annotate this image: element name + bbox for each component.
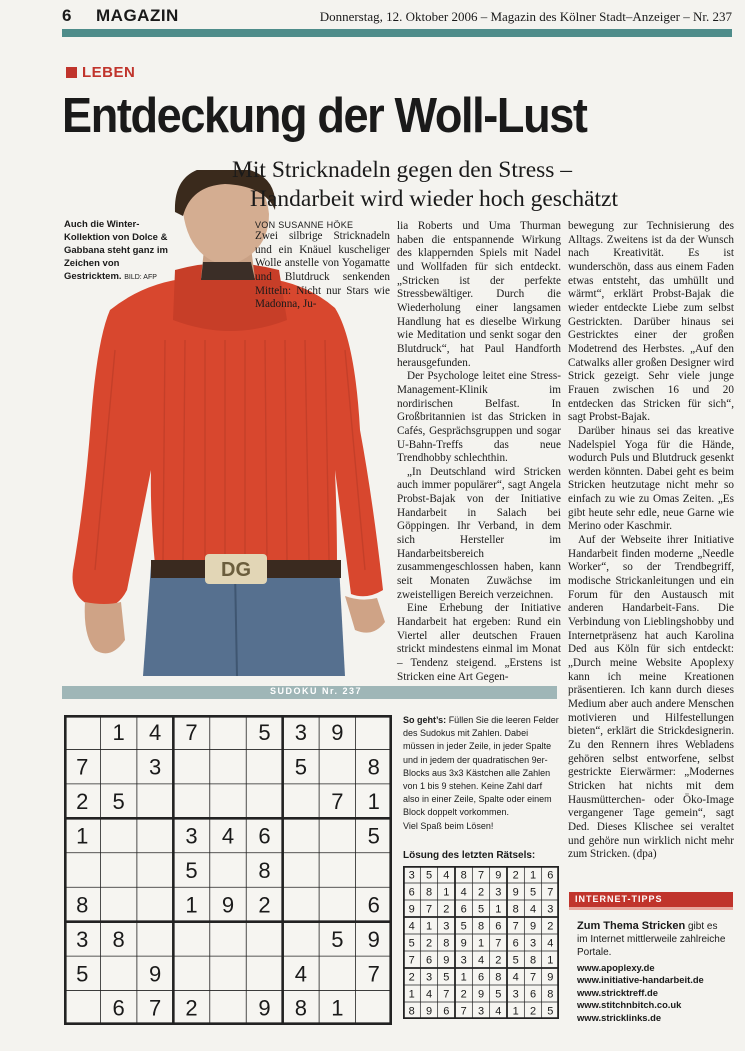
page-number: 6 — [62, 6, 72, 25]
solution-cell-value: 3 — [529, 937, 537, 950]
sudoku-cell-value: 9 — [221, 892, 235, 918]
tip-link[interactable]: www.stricklinks.de — [577, 1011, 662, 1023]
sudoku-title: SUDOKU Nr. 237 — [270, 686, 363, 696]
sudoku-cell-value: 9 — [258, 995, 271, 1021]
sudoku-cell-value: 1 — [76, 823, 89, 849]
solution-cell-value: 4 — [547, 937, 554, 950]
solution-cell-value: 7 — [425, 903, 433, 916]
sudoku-cell-value: 7 — [331, 789, 344, 815]
solution-cell-value: 8 — [547, 988, 554, 1001]
solution-cell-value: 6 — [408, 886, 415, 899]
article-paragraph: Eine Erhebung der Initiative Handarbeit hat ergeben: Rund ein Viertel aller deutschen Frauen strickt mindestens einmal im Monat – Tendenz steigend. „Erstens ist Stricken eine Art Gegen- — [397, 602, 561, 683]
section-name: MAGAZIN — [96, 6, 179, 25]
tip-link[interactable]: www.stitchnbitch.co.uk — [577, 999, 682, 1011]
sudoku-cell-value: 6 — [258, 823, 271, 849]
solution-cell-value: 1 — [443, 886, 450, 899]
sudoku-cell-value: 6 — [112, 995, 125, 1021]
sudoku-cell-value: 3 — [148, 754, 162, 780]
sudoku-cell-value: 5 — [258, 720, 271, 746]
solution-cell-value: 8 — [443, 937, 450, 950]
sudoku-cell-value: 4 — [221, 823, 235, 849]
tips-intro-bold: Zum Thema Stricken — [577, 920, 686, 932]
article-paragraph: Der Psychologe leitet eine Stress-Management-Klinik im nordirischen Belfast. In Großbritannien ist das Stricken in Cafés, Gesprächsgruppen und sogar U-Bahn-Treffs das neue Trendhobby schlechthin. — [397, 370, 561, 465]
solution-cell-value: 7 — [443, 988, 450, 1001]
solution-cell-value: 3 — [425, 971, 433, 984]
date-line: Donnerstag, 12. Oktober 2006 – Magazin des Kölner Stadt–Anzeiger – Nr. 237 — [319, 9, 732, 24]
solution-cell-value: 6 — [477, 971, 485, 984]
tip-link[interactable]: www.stricktreff.de — [577, 986, 658, 998]
belt-buckle-text: DG — [221, 559, 251, 581]
deck-line-1: Mit Stricknadeln gegen den Stress – — [232, 157, 573, 183]
sudoku-cell-value: 5 — [331, 926, 344, 952]
solution-cell-value: 7 — [460, 1005, 467, 1018]
solution-cell-value: 1 — [529, 869, 537, 882]
article-paragraph: bewegung zur Technisierung des Alltags. Zweitens ist da der Wunsch nach Kreativität. Es ist wunderschön, dass aus einem Faden etwas entsteht, das umhüllt und wärmt“, erklärt Probst-Bajak die wieder entdeckte Liebe zum selbst Gestrickten. Darüber hinaus sei Gestricktes einer der großen Modetrend des Herbstes. „Auf den Catwalks aller großen Designer wird Strick gezeigt. Sehr viele junge Frauen zwischen 16 und 20 entdecken das Stricken für sich“, sagt Probst-Bajak. — [568, 220, 734, 424]
article-paragraph: Auf der Webseite ihrer Initiative Handarbeit finden moderne „Needle Worker“, so der Trendbegriff, modische Strickanleitungen und ein Forum für den Austausch mit anderen Handarbeit-Fans. Die Verbindung von Lieblingshobby und Internetpräsenz hat auch Karolina Ded aus Köln für sich entdeckt: „Durch meine Website Apoplexy kann ich meine Kreationen präsentieren. Ich kann durch dieses Medium aber auch andere Menschen motivieren und Hilfestellungen bieten“, erklärt die Strickdesignerin. Zu den Rennern ihres Webladens gehören selbst entworfene, selbst gestrickte Eierwärmer: „Modernes Stricken hat nichts mit dem Hausmütterchen- oder Öko-Image vergangener Tage gemein“, sagt Ded. Dieses Klischee sei veraltet und gehöre nun wirklich nicht mehr zum Stricken. (dpa) — [568, 534, 734, 861]
sudoku-cell-value: 4 — [294, 961, 308, 987]
solution-cell-value: 9 — [477, 988, 485, 1001]
sudoku-grid — [64, 715, 392, 1025]
rules-closing: Viel Spaß beim Lösen! — [403, 820, 494, 831]
solution-cell-value: 1 — [512, 1005, 519, 1018]
solution-cell-value: 6 — [460, 903, 467, 916]
header-rule — [62, 29, 732, 37]
photo-caption — [64, 218, 172, 284]
sudoku-cell-value: 2 — [258, 892, 271, 918]
sudoku-cell-value: 7 — [185, 720, 198, 746]
sudoku-cell-value: 9 — [367, 926, 380, 952]
solution-cell-value: 2 — [443, 903, 450, 916]
photo-credit: BILD: AFP — [124, 274, 157, 281]
sudoku-cell-value: 3 — [76, 926, 89, 952]
solution-cell-value: 2 — [460, 988, 467, 1001]
solution-cell-value: 4 — [512, 971, 519, 984]
solution-cell-value: 9 — [547, 971, 554, 984]
solution-cell-value: 5 — [408, 937, 415, 950]
headline: Entdeckung der Woll-Lust — [62, 89, 587, 143]
sudoku-cell-value: 6 — [367, 892, 380, 918]
rubric-label: LEBEN — [82, 64, 136, 81]
article-column-1 — [255, 220, 390, 312]
solution-cell-value: 9 — [443, 954, 450, 967]
sudoku-cell-value: 5 — [367, 823, 380, 849]
rules-title: So geht’s: — [403, 715, 447, 725]
sudoku-cell-value: 3 — [294, 720, 308, 746]
solution-cell-value: 3 — [512, 988, 519, 1001]
sudoku-cell-value: 8 — [112, 926, 125, 952]
solution-cell-value: 1 — [460, 971, 467, 984]
solution-cell-value: 9 — [408, 903, 415, 916]
solution-cell-value: 5 — [512, 954, 519, 967]
sudoku-cell-value: 9 — [331, 720, 344, 746]
article-paragraph: „In Deutschland wird Stricken auch immer populärer“, sagt Angela Probst-Bajak von der Initiative Handarbeit in Salach bei Göppingen. Ihr Verband, in dem sich Hersteller im Handarbeitsbereich zusammengeschlossen haben, kann seit Monaten Zuwächse im zweistelligen Bereich verzeichnen. — [397, 465, 561, 601]
solution-cell-value: 7 — [408, 954, 415, 967]
sudoku-cell-value: 4 — [148, 720, 162, 746]
caption-text: Auch die Winter-Kollektion von Dolce & Gabbana steht ganz im Zeichen von Gestricktem. — [64, 219, 168, 282]
solution-cell-value: 8 — [460, 869, 467, 882]
sudoku-cell-value: 7 — [148, 995, 162, 1021]
tips-intro — [577, 920, 729, 959]
solution-cell-value: 9 — [460, 937, 467, 950]
solution-cell-value: 2 — [425, 937, 433, 950]
solution-cell-value: 5 — [425, 869, 433, 882]
solution-cell-value: 8 — [408, 1005, 415, 1018]
solution-cell-value: 6 — [425, 954, 433, 967]
solution-cell-value: 5 — [477, 903, 485, 916]
sudoku-cell-value: 1 — [185, 892, 198, 918]
sudoku-cell-value: 5 — [185, 857, 198, 883]
solution-cell-value: 2 — [512, 869, 519, 882]
solution-cell-value: 9 — [425, 1005, 433, 1018]
solution-cell-value: 9 — [512, 886, 519, 899]
solution-cell-value: 5 — [443, 971, 450, 984]
tips-box — [577, 920, 729, 1024]
solution-cell-value: 4 — [529, 903, 537, 916]
deck-line-2: Handarbeit wird wieder hoch geschätzt — [250, 186, 619, 212]
sudoku-cell-value: 3 — [185, 823, 198, 849]
sudoku-rules — [403, 714, 561, 833]
solution-cell-value: 1 — [547, 954, 554, 967]
solution-cell-value: 1 — [477, 937, 485, 950]
solution-cell-value: 3 — [408, 869, 415, 882]
solution-cell-value: 8 — [425, 886, 433, 899]
sudoku-cell-value: 7 — [76, 754, 89, 780]
rubric — [66, 64, 135, 81]
tips-title-rule — [569, 907, 733, 910]
solution-cell-value: 5 — [529, 886, 537, 899]
sudoku-cell-value: 1 — [331, 995, 344, 1021]
solution-cell-value: 5 — [460, 920, 467, 933]
solution-cell-value: 2 — [477, 886, 485, 899]
solution-cell-value: 7 — [477, 869, 485, 882]
sudoku-cell-value: 8 — [258, 857, 271, 883]
solution-cell-value: 6 — [443, 1005, 450, 1018]
tips-title: INTERNET-TIPPS — [569, 892, 733, 907]
solution-cell-value: 7 — [495, 937, 502, 950]
sudoku-cell-value: 5 — [294, 754, 308, 780]
article-paragraph: lia Roberts und Uma Thurman haben die entspannende Wirkung des klappernden Spiels mit Nadel und Wollfaden für sich entdeckt. „Stricken ist der perfekte Stressbewältiger. Durch die Wiederholung einer langsamen Handlung hat es dieselbe Wirkung wie Meditation und senkt sogar den Blutdruck“, hat Paul Handforth herausgefunden. — [397, 220, 561, 369]
solution-cell-value: 4 — [408, 920, 415, 933]
solution-cell-value: 8 — [477, 920, 485, 933]
solution-cell-value: 3 — [547, 903, 554, 916]
solution-cell-value: 3 — [443, 920, 450, 933]
solution-cell-value: 4 — [495, 1005, 502, 1018]
sudoku-cell-value: 1 — [367, 789, 380, 815]
solution-cell-value: 2 — [495, 954, 502, 967]
article-column-3 — [568, 220, 734, 862]
sudoku-cell-value: 9 — [148, 961, 162, 987]
sudoku-cell-value: 5 — [76, 961, 89, 987]
solution-cell-value: 5 — [547, 1005, 554, 1018]
sudoku-cell-value: 1 — [112, 720, 125, 746]
solution-cell-value: 6 — [495, 920, 502, 933]
solution-cell-value: 8 — [529, 954, 537, 967]
solution-cell-value: 5 — [495, 988, 502, 1001]
sudoku-cell-value: 2 — [185, 995, 198, 1021]
solution-cell-value: 6 — [512, 937, 519, 950]
solution-cell-value: 2 — [547, 920, 554, 933]
solution-cell-value: 4 — [460, 886, 467, 899]
page-header — [62, 6, 732, 28]
solution-grid — [403, 866, 559, 1019]
tip-link[interactable]: www.apoplexy.de — [577, 962, 655, 973]
solution-cell-value: 1 — [408, 988, 415, 1001]
solution-cell-value: 7 — [512, 920, 519, 933]
solution-cell-value: 6 — [529, 988, 537, 1001]
solution-cell-value: 9 — [529, 920, 537, 933]
solution-cell-value: 1 — [425, 920, 433, 933]
solution-cell-value: 6 — [547, 869, 554, 882]
solution-cell-value: 2 — [408, 971, 415, 984]
sudoku-cell-value: 8 — [76, 892, 89, 918]
article-column-2 — [397, 220, 561, 684]
solution-cell-value: 3 — [495, 886, 502, 899]
sudoku-cell-value: 5 — [112, 789, 125, 815]
article-paragraph: Zwei silbrige Stricknadeln und ein Knäuel kuscheliger Wolle anstelle von Yogamatte und Blutdruck senkenden Mitteln: Nicht nur Stars wie Madonna, Ju- — [255, 230, 390, 311]
article-paragraph: Darüber hinaus sei das kreative Nadelspiel Yoga für die Hände, wodurch Puls und Blutdruck gesenkt werden könnten. Dabei geht es beim Stricken heutzutage nicht mehr so einfach zu wie zu Omas Zeiten. „Es gibt heute sehr edle, neue Garne wie Merino oder Kaschmir. — [568, 424, 734, 533]
tip-link[interactable]: www.initiative-handarbeit.de — [577, 974, 704, 986]
sudoku-cell-value: 7 — [367, 961, 380, 987]
solution-cell-value: 3 — [460, 954, 467, 967]
solution-cell-value: 8 — [512, 903, 519, 916]
rubric-square-icon — [66, 67, 77, 78]
sudoku-cell-value: 2 — [76, 789, 89, 815]
solution-cell-value: 2 — [529, 1005, 537, 1018]
solution-title: Lösung des letzten Rätsels: — [403, 850, 536, 861]
byline: VON SUSANNE HÖKE — [255, 220, 354, 230]
solution-cell-value: 7 — [547, 886, 554, 899]
solution-cell-value: 7 — [529, 971, 537, 984]
sudoku-cell-value: 8 — [367, 754, 380, 780]
solution-cell-value: 9 — [495, 869, 502, 882]
solution-cell-value: 4 — [425, 988, 433, 1001]
solution-cell-value: 1 — [495, 903, 502, 916]
rules-text: Füllen Sie die leeren Felder des Sudokus mit Zahlen. Dabei müssen in jeder Zeile, in jeder Spalte und in jedem der quadratischen 9er-Blocks aus 3x3 Kästchen alle Zahlen von 1 bis 9 stehen. Keine Zahl darf also in einer Zeile, Spalte oder einem Block doppelt vorkommen. — [403, 715, 559, 818]
solution-cell-value: 4 — [477, 954, 485, 967]
solution-cell-value: 8 — [495, 971, 502, 984]
tips-intro-text: gibt es im Internet mittlerweile zahlreiche Portale. — [577, 921, 726, 958]
sudoku-cell-value: 8 — [294, 995, 308, 1021]
solution-cell-value: 3 — [477, 1005, 485, 1018]
solution-cell-value: 4 — [443, 869, 450, 882]
